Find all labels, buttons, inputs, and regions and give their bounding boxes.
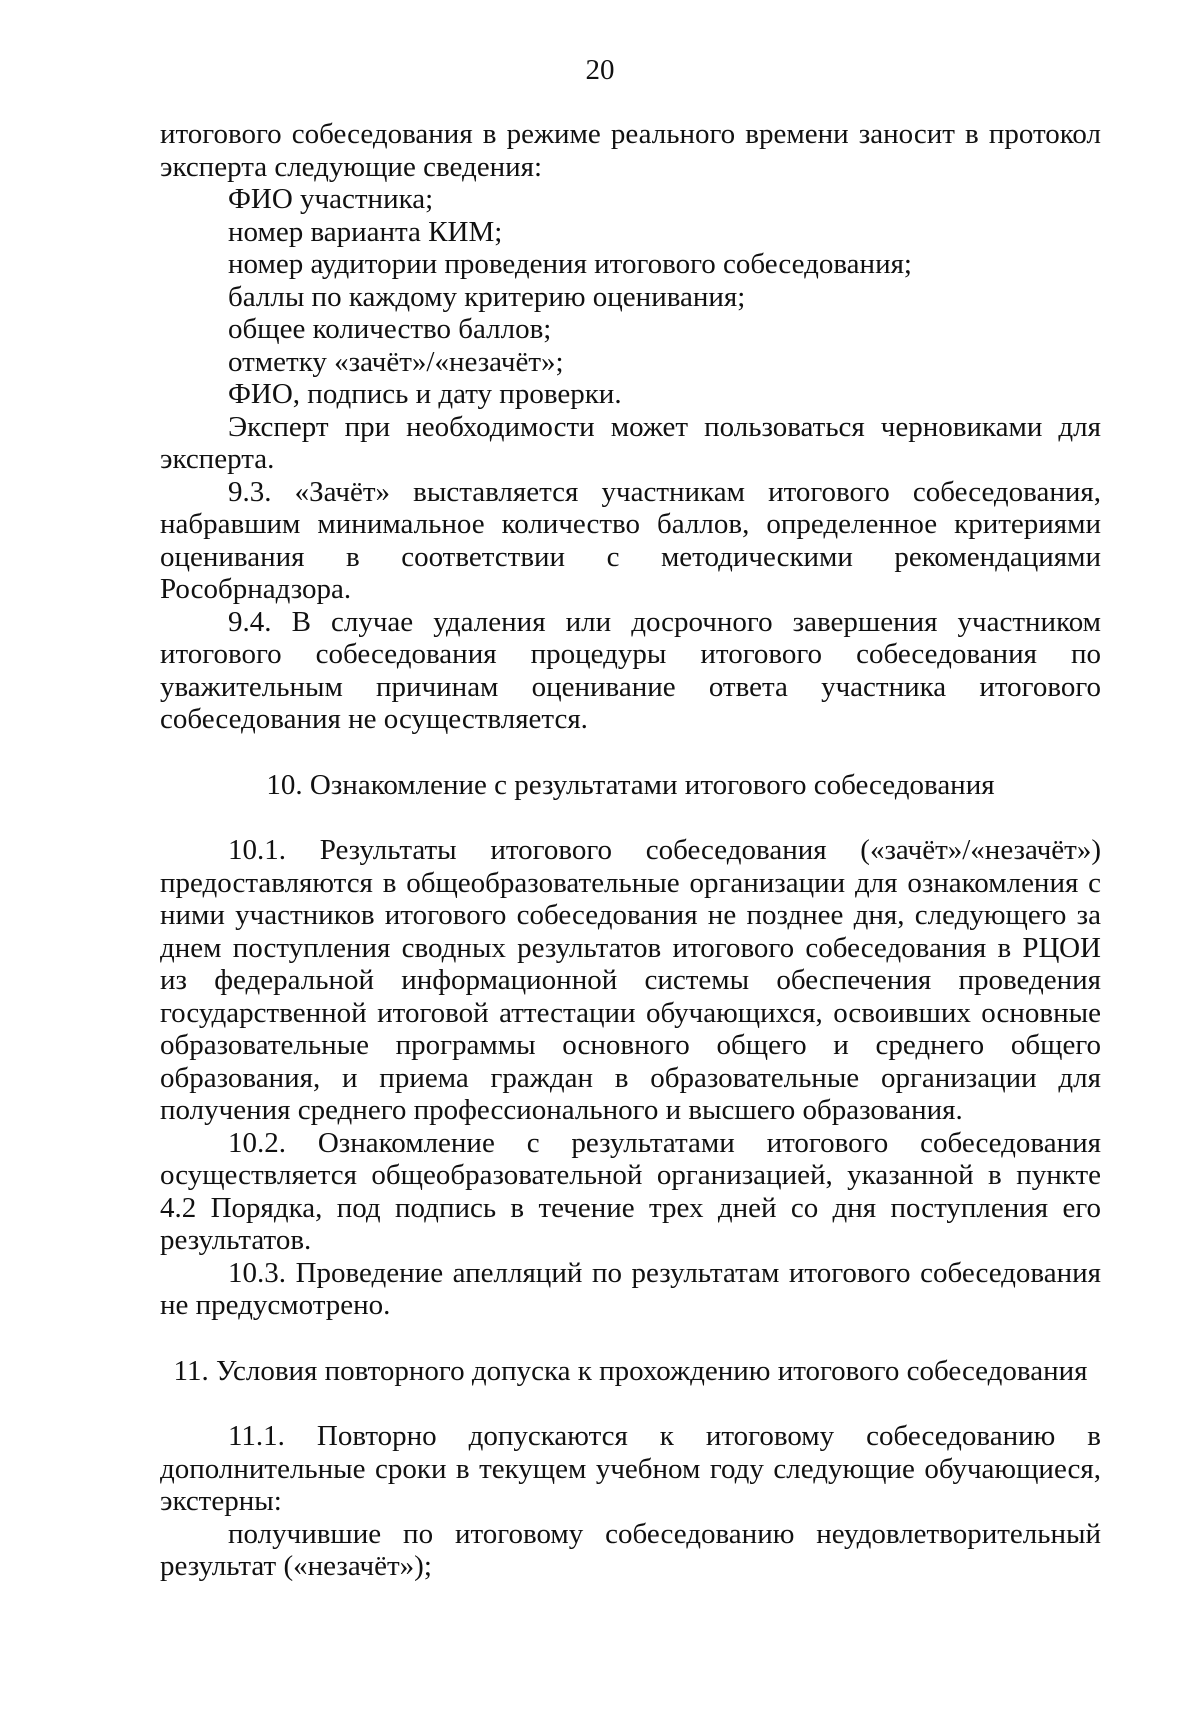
section-spacer [160,1387,1101,1420]
paragraph-10-1: 10.1. Результаты итогового собеседования («зачёт»/«незачёт») предоставляются в общеобразовательные организации для ознакомления с ними участников итогового собеседования не позднее дня, следующего за днем поступления сводных результатов итогового собеседования в РЦОИ из федеральной информационной системы обеспечения проведения государственной итоговой аттестации обучающихся, освоивших основные образовательные программы основного общего и среднего общего образования, и приема граждан в образовательные организации для получения среднего профессионального и высшего образования. [160,834,1101,1126]
paragraph-11-1: 11.1. Повторно допускаются к итоговому собеседованию в дополнительные сроки в текущем учебном году следующие обучающиеся, экстерны: [160,1420,1101,1517]
paragraph-10-2: 10.2. Ознакомление с результатами итогового собеседования осуществляется общеобразовательной организацией, указанной в пункте 4.2 Порядка, под подпись в течение трех дней со дня поступления его результатов. [160,1126,1101,1256]
paragraph-intro: итогового собеседования в режиме реального времени заносит в протокол эксперта следующие сведения: [160,118,1101,183]
page-number: 20 [585,54,615,86]
list-item: баллы по каждому критерию оценивания; [228,280,746,313]
paragraph-9-3: 9.3. «Зачёт» выставляется участникам итогового собеседования, набравшим минимальное количество баллов, определенное критериями оценивания в соответствии с методическими рекомендациями Рособрнадзора. [160,475,1101,605]
section-10-heading: 10. Ознакомление с результатами итогового собеседования [266,768,995,801]
section-spacer [160,736,1101,769]
list-item: отметку «зачёт»/«незачёт»; [228,345,564,378]
section-spacer [160,1322,1101,1355]
section-11-heading: 11. Условия повторного допуска к прохождению итогового собеседования [173,1354,1088,1387]
list-item: ФИО, подпись и дату проверки. [228,378,622,410]
paragraph-10-3: 10.3. Проведение апелляций по результатам итогового собеседования не предусмотрено. [160,1256,1101,1321]
list-item: номер варианта КИМ; [228,215,503,248]
list-item: номер аудитории проведения итогового собеседования; [228,248,912,280]
list-item: общее количество баллов; [228,313,552,345]
protocol-fields-list [160,183,1101,411]
section-spacer [160,801,1101,834]
list-item: ФИО участника; [228,183,434,215]
document-body [160,118,1101,1583]
paragraph-9-4: 9.4. В случае удаления или досрочного завершения участником итогового собеседования процедуры итогового собеседования по уважительным причинам оценивание ответа участника итогового собеседования не осуществляется. [160,605,1101,735]
paragraph-11-1-item-1: получившие по итоговому собеседованию неудовлетворительный результат («незачёт»); [160,1517,1101,1582]
paragraph-expert-drafts: Эксперт при необходимости может пользоваться черновиками для эксперта. [160,410,1101,475]
